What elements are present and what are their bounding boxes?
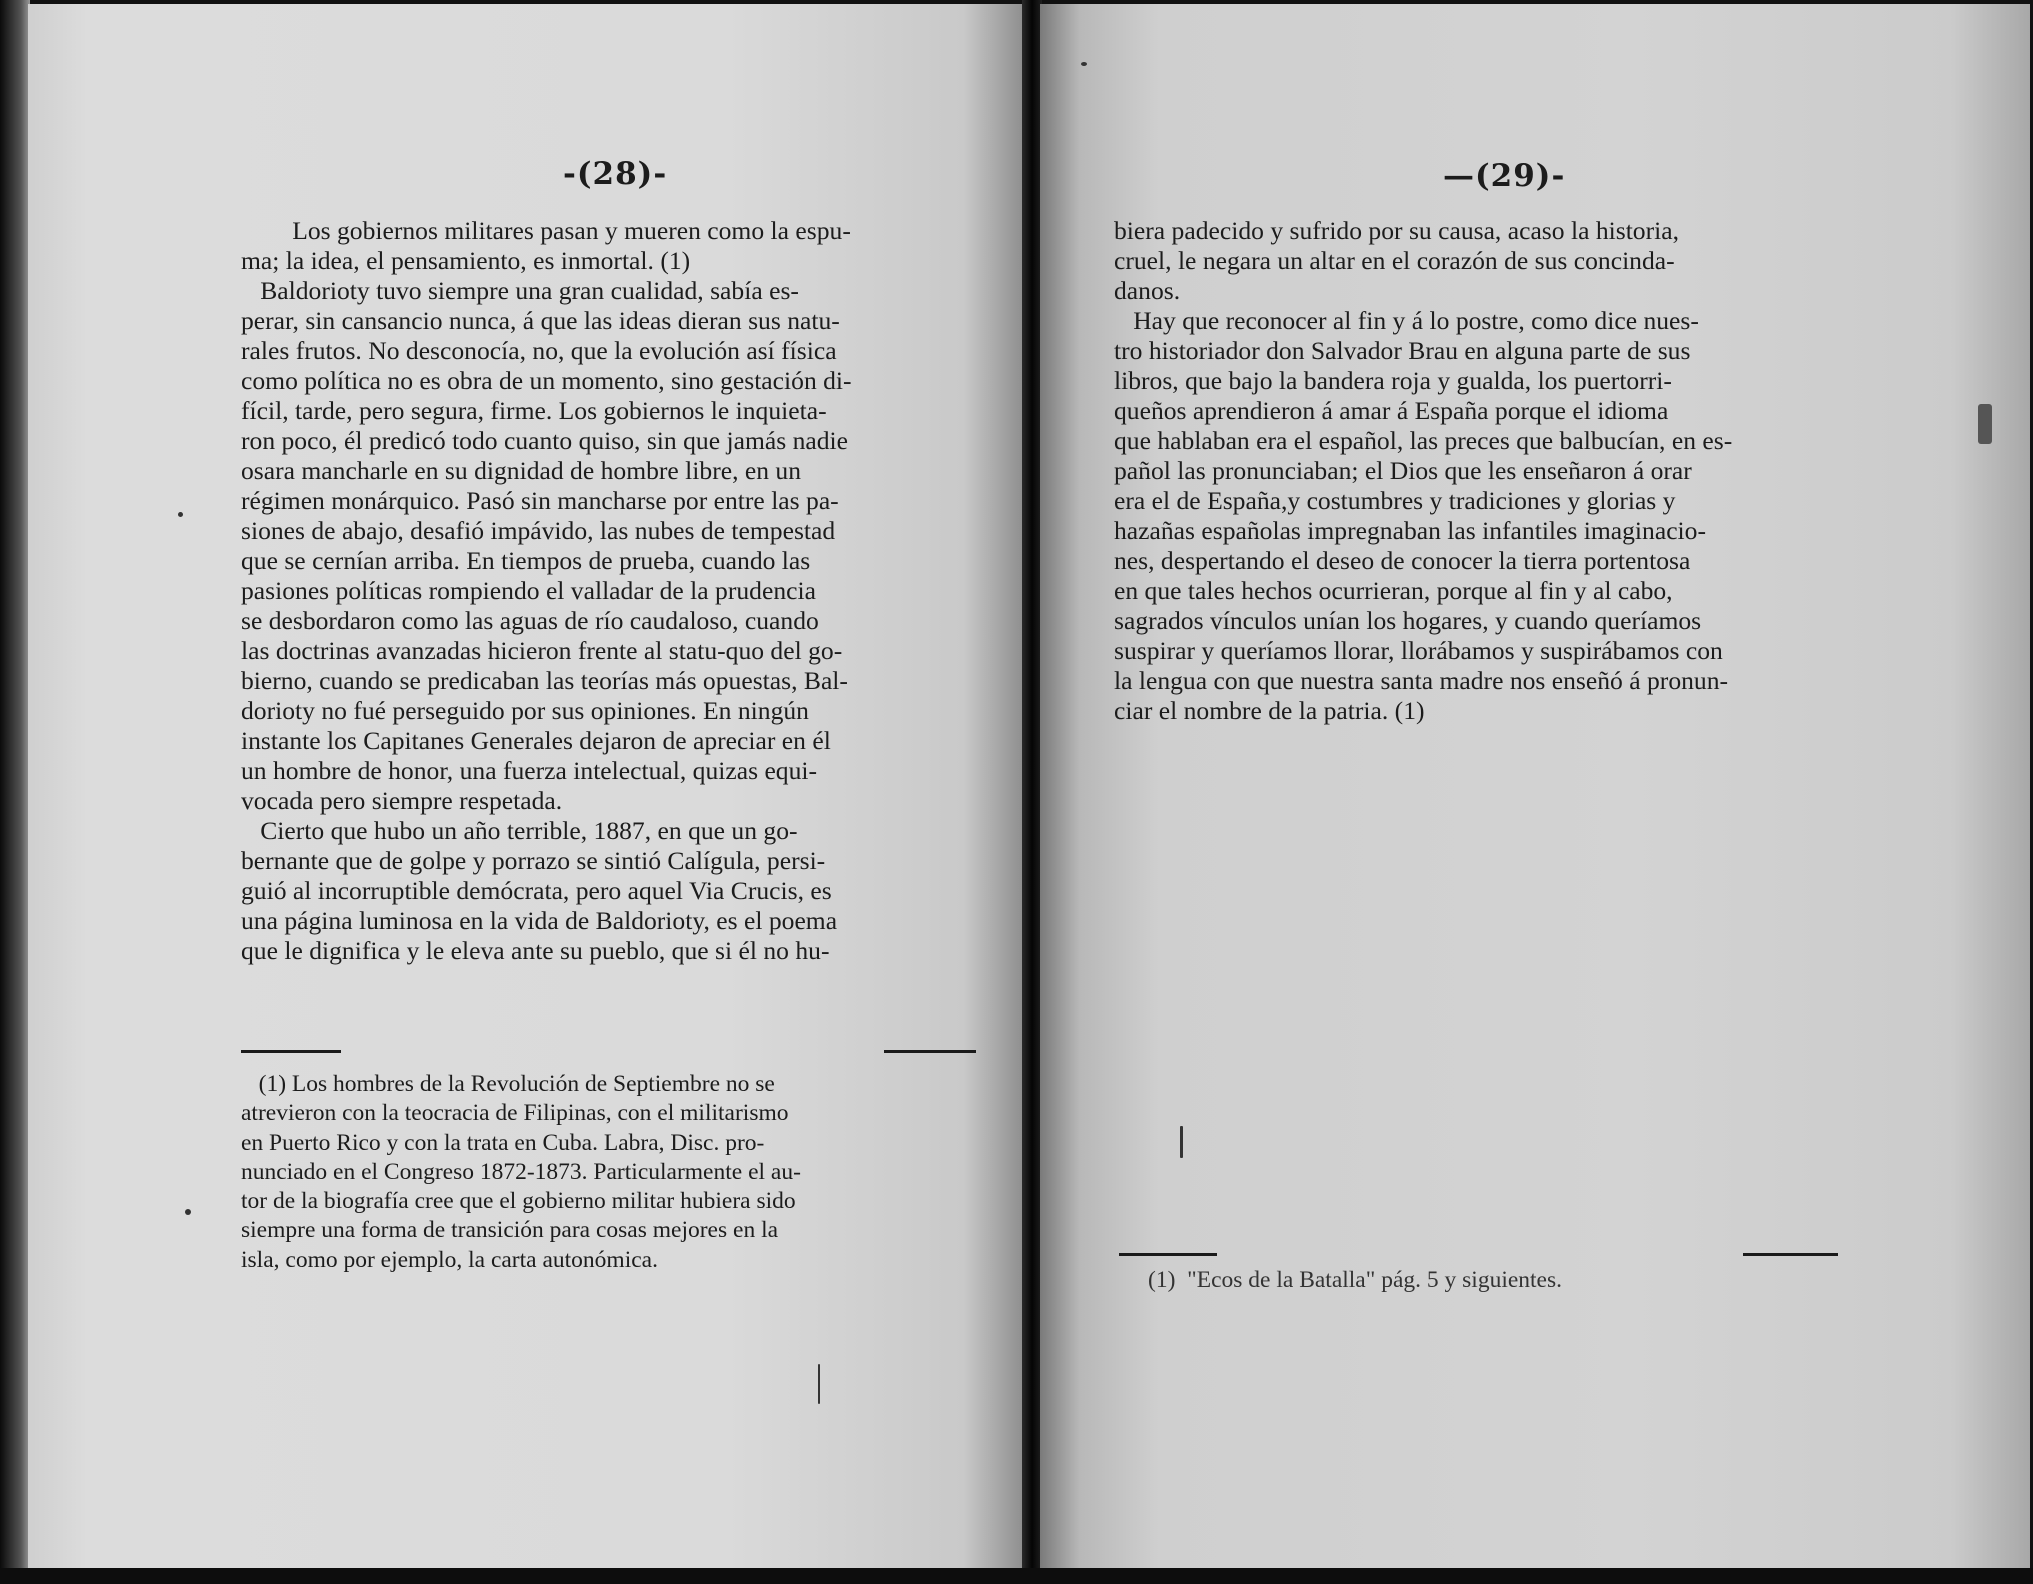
text-line: ma; la idea, el pensamiento, es inmortal. (1) [241, 246, 691, 275]
print-speck [1180, 1126, 1183, 1158]
text-line: pasiones políticas rompiendo el valladar de la prudencia [241, 576, 816, 605]
text-line: ciar el nombre de la patria. (1) [1114, 696, 1425, 725]
left-page [28, 4, 1023, 1570]
text-line: Los gobiernos militares pasan y mueren como la espu- [241, 216, 851, 245]
footnote-line: (1) "Ecos de la Batalla" pág. 5 y siguientes. [1148, 1267, 1563, 1293]
footnote-line: tor de la biografía cree que el gobierno militar hubiera sido [241, 1188, 796, 1215]
text-line: suspirar y queríamos llorar, llorábamos y suspirábamos con [1114, 636, 1723, 665]
text-line: fícil, tarde, pero segura, firme. Los gobiernos le inquieta- [241, 396, 827, 425]
text-line: bierno, cuando se predicaban las teorías más opuestas, Bal- [241, 666, 848, 695]
text-line: queños aprendieron á amar á España porque el idioma [1114, 396, 1669, 425]
text-line: biera padecido y sufrido por su causa, acaso la historia, [1114, 216, 1679, 245]
footnote-rule-right-start [1119, 1253, 1217, 1256]
left-body-text [241, 216, 852, 966]
text-line: rales frutos. No desconocía, no, que la evolución así física [241, 336, 837, 365]
text-line: sagrados vínculos unían los hogares, y cuando queríamos [1114, 606, 1702, 635]
text-line: un hombre de honor, una fuerza intelectual, quizas equi- [241, 756, 818, 785]
page-number-right: —(29)- [1443, 158, 1566, 194]
print-speck [818, 1364, 820, 1404]
text-line: pañol las pronunciaban; el Dios que les enseñaron á orar [1114, 456, 1692, 485]
left-footnote [241, 1070, 801, 1275]
text-line: guió al incorruptible demócrata, pero aquel Via Crucis, es [241, 876, 832, 905]
text-line: régimen monárquico. Pasó sin mancharse por entre las pa- [241, 486, 839, 515]
text-line: vocada pero siempre respetada. [241, 786, 563, 815]
text-line: que se cernían arriba. En tiempos de prueba, cuando las [241, 546, 811, 575]
text-line: las doctrinas avanzadas hicieron frente al statu-quo del go- [241, 636, 843, 665]
print-speck [185, 1209, 191, 1215]
text-line: ron poco, él predicó todo cuanto quiso, sin que jamás nadie [241, 426, 848, 455]
scan-bottom-edge [0, 1568, 2033, 1584]
print-speck [1081, 62, 1087, 66]
right-body-text [1114, 216, 1732, 726]
footnote-line: en Puerto Rico y con la trata en Cuba. Labra, Disc. pro- [241, 1129, 765, 1156]
print-speck [178, 512, 183, 517]
text-line: instante los Capitanes Generales dejaron de apreciar en él [241, 726, 831, 755]
left-binding-edge [0, 0, 30, 1584]
text-line: dorioty no fué perseguido por sus opiniones. En ningún [241, 696, 809, 725]
footnote-line: siempre una forma de transición para cosas mejores en la [241, 1217, 779, 1244]
text-line: cruel, le negara un altar en el corazón de sus concinda- [1114, 246, 1675, 275]
text-line: en que tales hechos ocurrieran, porque al fin y al cabo, [1114, 576, 1673, 605]
footnote-line: (1) Los hombres de la Revolución de Septiembre no se [241, 1071, 775, 1097]
print-speck [1978, 404, 1992, 444]
text-line: siones de abajo, desafió impávido, las nubes de tempestad [241, 516, 836, 545]
page-number-left: -(28)- [563, 156, 668, 192]
footnote-rule-right-end [1743, 1253, 1838, 1256]
text-line: nes, despertando el deseo de conocer la tierra portentosa [1114, 546, 1691, 575]
text-line: Cierto que hubo un año terrible, 1887, en que un go- [241, 816, 798, 845]
footnote-line: isla, como por ejemplo, la carta autonómica. [241, 1246, 658, 1273]
footnote-rule-left-end [884, 1050, 976, 1053]
right-page [1040, 4, 2030, 1570]
text-line: perar, sin cansancio nunca, á que las ideas dieran sus natu- [241, 306, 840, 335]
footnote-rule-left-start [241, 1050, 341, 1053]
text-line: bernante que de golpe y porrazo se sintió Calígula, persi- [241, 846, 826, 875]
text-line: como política no es obra de un momento, sino gestación di- [241, 366, 852, 395]
text-line: danos. [1114, 276, 1181, 305]
text-line: se desbordaron como las aguas de río caudaloso, cuando [241, 606, 819, 635]
page-gutter [1022, 0, 1042, 1584]
footnote-line: nunciado en el Congreso 1872-1873. Particularmente el au- [241, 1158, 801, 1185]
text-line: Baldorioty tuvo siempre una gran cualidad, sabía es- [241, 276, 799, 305]
text-line: osara mancharle en su dignidad de hombre libre, en un [241, 456, 802, 485]
text-line: era el de España,y costumbres y tradiciones y glorias y [1114, 486, 1676, 515]
text-line: que hablaban era el español, las preces que balbucían, en es- [1114, 426, 1733, 455]
text-line: la lengua con que nuestra santa madre nos enseñó á pronun- [1114, 666, 1729, 695]
text-line: que le dignifica y le eleva ante su pueblo, que si él no hu- [241, 936, 830, 965]
footnote-line: atrevieron con la teocracia de Filipinas, con el militarismo [241, 1100, 789, 1127]
text-line: una página luminosa en la vida de Baldorioty, es el poema [241, 906, 838, 935]
text-line: hazañas españolas impregnaban las infantiles imaginacio- [1114, 516, 1706, 545]
right-footnote [1148, 1266, 1562, 1295]
text-line: Hay que reconocer al fin y á lo postre, como dice nues- [1114, 306, 1699, 335]
text-line: tro historiador don Salvador Brau en alguna parte de sus [1114, 336, 1691, 365]
text-line: libros, que bajo la bandera roja y gualda, los puertorri- [1114, 366, 1672, 395]
